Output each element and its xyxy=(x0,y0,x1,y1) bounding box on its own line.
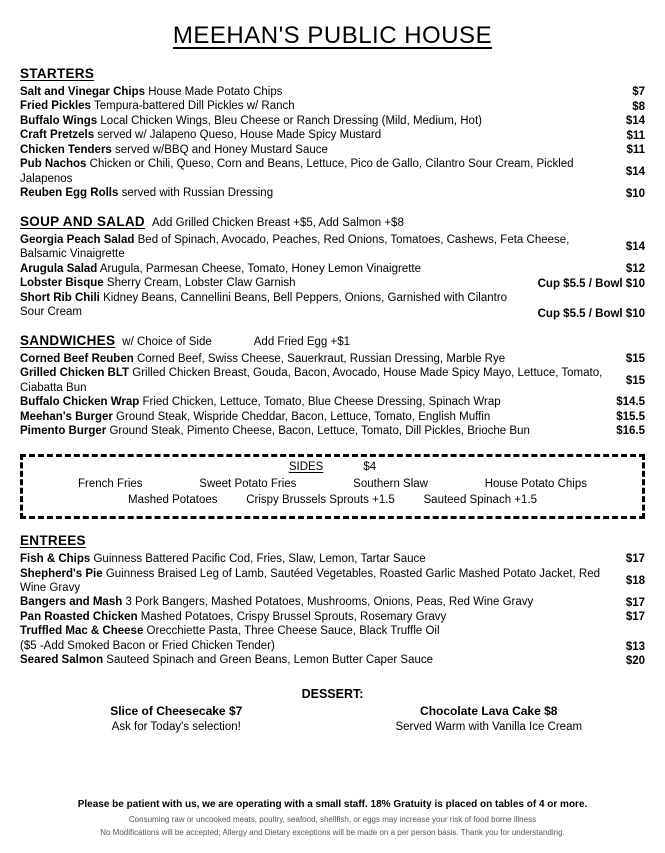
item-desc: Bed of Spinach, Avocado, Peaches, Red Onions, Tomatoes, Cashews, Feta Cheese, Balsamic Vinaigrette xyxy=(20,233,570,261)
footer-notice: Please be patient with us, we are operating with a small staff. 18% Gratuity is placed on tables of 4 or more. xyxy=(77,799,588,811)
menu-item xyxy=(20,395,645,409)
item-text xyxy=(20,157,626,186)
item-price: $8 xyxy=(632,100,645,113)
menu-item xyxy=(20,128,645,142)
item-price: $16.5 xyxy=(616,425,645,438)
menu-item xyxy=(20,624,645,653)
section-sandwiches xyxy=(20,333,645,439)
item-desc: served with Russian Dressing xyxy=(121,187,274,200)
menu-item xyxy=(20,99,645,113)
dessert-item xyxy=(333,704,646,735)
item-desc: Grilled Chicken Breast, Gouda, Bacon, Avocado, House Made Spicy Mayo, Lettuce, Tomato, Ciabatta Bun xyxy=(20,367,603,394)
item-price: $14 xyxy=(625,241,645,254)
item-price: $13 xyxy=(625,641,645,654)
menu-item xyxy=(20,352,645,366)
item-desc: Ground Steak, Wispride Cheddar, Bacon, Lettuce, Tomato, English Muffin xyxy=(116,410,491,423)
item-text xyxy=(20,186,626,200)
heading-text: ENTREES xyxy=(20,533,86,549)
item-name: Pub Nachos xyxy=(20,158,87,171)
item-name: Shepherd's Pie xyxy=(20,567,103,580)
menu-item xyxy=(20,157,645,186)
dessert-name: Slice of Cheesecake $7 xyxy=(110,703,243,718)
item-name: Corned Beef Reuben xyxy=(20,352,134,365)
item-desc: Guinness Braised Leg of Lamb, Sautéed Vegetables, Roasted Garlic Mashed Potato Jacket, Red Wine Gravy xyxy=(20,567,600,594)
sandwiches-heading xyxy=(20,333,645,348)
side-item: Crispy Brussels Sprouts +1.5 xyxy=(246,494,395,507)
item-desc: Chicken or Chili, Queso, Corn and Beans, Lettuce, Pico de Gallo, Cilantro Sour Cream, Pickled Jalapenos xyxy=(20,158,574,185)
item-price: $20 xyxy=(625,654,645,667)
item-desc: House Made Potato Chips xyxy=(148,86,283,98)
item-name: Arugula Salad xyxy=(20,262,98,275)
item-text xyxy=(20,262,626,276)
item-name: Craft Pretzels xyxy=(20,129,95,142)
starters-heading xyxy=(20,66,645,81)
item-text xyxy=(20,366,626,395)
item-text xyxy=(20,567,626,596)
item-desc: Fried Chicken, Lettuce, Tomato, Blue Cheese Dressing, Spinach Wrap xyxy=(142,396,501,409)
item-name: Fried Pickles xyxy=(20,100,91,113)
item-text xyxy=(20,99,632,113)
section-entrees xyxy=(20,533,645,668)
sides-row xyxy=(33,492,632,509)
page-title: MEEHAN'S PUBLIC HOUSE xyxy=(172,22,493,49)
menu-item xyxy=(20,595,645,609)
item-text xyxy=(20,610,626,624)
item-price: $15.5 xyxy=(616,410,645,423)
item-text xyxy=(20,552,626,566)
footer-disclaimer-1: Consuming raw or uncooked meats, poultry, seafood, shellfish, or eggs may increase your risk of food borne illness xyxy=(128,815,537,825)
item-price: $11 xyxy=(626,129,645,142)
item-desc: served w/ Jalapeno Queso, House Made Spicy Mustard xyxy=(97,129,382,142)
heading-note: Add Grilled Chicken Breast +$5, Add Salmon +$8 xyxy=(151,216,404,229)
item-text xyxy=(20,85,632,99)
menu-item xyxy=(20,85,645,99)
item-price: $17 xyxy=(625,553,645,566)
item-text xyxy=(20,595,626,609)
menu-item xyxy=(20,610,645,624)
menu-item xyxy=(20,410,645,424)
item-line xyxy=(20,624,616,638)
soup-and-salad-heading xyxy=(20,214,645,229)
item-text xyxy=(20,424,616,438)
item-text xyxy=(20,114,626,128)
side-item: House Potato Chips xyxy=(484,477,587,490)
item-desc: Corned Beef, Swiss Cheese, Sauerkraut, Russian Dressing, Marble Rye xyxy=(136,352,506,365)
item-name: Meehan's Burger xyxy=(20,410,113,423)
item-desc: Guinness Battered Pacific Cod, Fries, Slaw, Lemon, Tartar Sauce xyxy=(93,553,426,566)
item-price: $14 xyxy=(625,115,645,128)
dessert-name: Chocolate Lava Cake $8 xyxy=(420,703,558,718)
dessert-columns xyxy=(20,704,645,735)
item-name: Chicken Tenders xyxy=(20,143,112,156)
item-name: Fish & Chips xyxy=(20,553,91,566)
item-desc: Tempura-battered Dill Pickles w/ Ranch xyxy=(93,100,295,113)
item-name: Salt and Vinegar Chips xyxy=(20,86,146,98)
item-price: $12 xyxy=(625,263,645,276)
sides-price: $4 xyxy=(363,460,377,473)
menu-item xyxy=(20,567,645,596)
item-name: Georgia Peach Salad xyxy=(20,233,135,246)
sides-header xyxy=(33,461,632,473)
side-item: French Fries xyxy=(78,477,143,490)
item-desc: Sauteed Spinach and Green Beans, Lemon Butter Caper Sauce xyxy=(106,654,433,667)
sides-box xyxy=(20,454,645,519)
item-name: Truffled Mac & Cheese xyxy=(20,625,144,638)
item-text xyxy=(20,352,626,366)
item-name: Short Rib Chili xyxy=(20,291,100,304)
item-price: $11 xyxy=(626,144,645,157)
item-text xyxy=(20,624,626,653)
item-desc: Arugula, Parmesan Cheese, Tomato, Honey Lemon Vinaigrette xyxy=(99,262,422,275)
item-name: Grilled Chicken BLT xyxy=(20,367,130,380)
dessert-desc: Ask for Today's selection! xyxy=(111,720,241,733)
menu-item xyxy=(20,424,645,438)
menu-item xyxy=(20,114,645,128)
side-item: Mashed Potatoes xyxy=(128,494,218,507)
item-desc: Orecchiette Pasta, Three Cheese Sauce, Black Truffle Oil xyxy=(146,625,440,638)
item-name: Buffalo Wings xyxy=(20,114,98,127)
item-price: $10 xyxy=(625,187,645,200)
item-price: $7 xyxy=(632,86,645,99)
item-price: $15 xyxy=(625,374,645,387)
heading-text: SANDWICHES xyxy=(20,332,116,348)
menu-item xyxy=(20,262,645,276)
item-desc: Local Chicken Wings, Bleu Cheese or Ranch Dressing (Mild, Medium, Hot) xyxy=(100,114,482,127)
heading-note: Add Fried Egg +$1 xyxy=(253,335,350,348)
item-name: Lobster Bisque xyxy=(20,277,104,290)
dessert-item xyxy=(20,704,333,735)
item-text xyxy=(20,276,538,290)
section-starters xyxy=(20,66,645,201)
sides-row xyxy=(33,476,632,493)
item-desc: 3 Pork Bangers, Mashed Potatoes, Mushrooms, Onions, Peas, Red Wine Gravy xyxy=(125,596,534,609)
side-item: Southern Slaw xyxy=(353,477,428,490)
menu-item xyxy=(20,186,645,200)
item-desc: Ground Steak, Pimento Cheese, Bacon, Lettuce, Tomato, Dill Pickles, Brioche Bun xyxy=(109,425,530,438)
heading-note: w/ Choice of Side xyxy=(122,335,212,348)
footer-disclaimer-2: No Modifications will be accepted; Allergy and Dietary exceptions will be made on a per person basis. Thank you for understanding. xyxy=(100,827,565,837)
menu-item xyxy=(20,653,645,667)
dessert-section xyxy=(20,687,645,735)
menu-item xyxy=(20,276,645,290)
item-desc: Kidney Beans, Cannellini Beans, Bell Peppers, Onions, Garnished with Cilantro Sour Cream xyxy=(20,291,508,319)
item-name: Seared Salmon xyxy=(20,654,104,667)
item-text xyxy=(20,143,626,157)
item-desc: Mashed Potatoes, Crispy Brussel Sprouts, Rosemary Gravy xyxy=(140,610,447,623)
item-price: $14.5 xyxy=(616,396,645,409)
item-price: $18 xyxy=(625,575,645,587)
entrees-heading xyxy=(20,533,645,548)
item-name: Pan Roasted Chicken xyxy=(20,610,138,623)
item-text xyxy=(20,410,616,424)
item-price: Cup $5.5 / Bowl $10 xyxy=(537,277,645,290)
menu-item xyxy=(20,552,645,566)
sides-heading: SIDES xyxy=(288,460,324,473)
item-text xyxy=(20,128,626,142)
item-text xyxy=(20,653,626,667)
item-price: $14 xyxy=(625,165,645,178)
item-note: ($5 -Add Smoked Bacon or Fried Chicken Tender) xyxy=(20,639,275,652)
item-price: $17 xyxy=(625,611,645,624)
item-name: Buffalo Chicken Wrap xyxy=(20,396,140,409)
item-name: Reuben Egg Rolls xyxy=(20,187,119,200)
item-price: $17 xyxy=(625,596,645,609)
item-price: Cup $5.5 / Bowl $10 xyxy=(537,307,645,320)
heading-text: SOUP AND SALAD xyxy=(20,213,145,229)
item-desc: Sherry Cream, Lobster Claw Garnish xyxy=(106,277,296,290)
footer xyxy=(20,769,645,839)
item-text xyxy=(20,233,626,262)
menu-item xyxy=(20,366,645,395)
side-item: Sweet Potato Fries xyxy=(199,477,297,490)
item-price: $15 xyxy=(625,353,645,366)
item-text xyxy=(20,291,538,320)
item-text xyxy=(20,395,616,409)
menu-item xyxy=(20,291,645,320)
section-soup-and-salad xyxy=(20,214,645,320)
item-name: Bangers and Mash xyxy=(20,596,123,609)
side-item: Sauteed Spinach +1.5 xyxy=(423,494,537,507)
menu-item xyxy=(20,233,645,262)
dessert-heading: DESSERT: xyxy=(301,686,364,701)
item-desc: served w/BBQ and Honey Mustard Sauce xyxy=(115,143,328,156)
heading-text: STARTERS xyxy=(20,66,95,81)
dessert-desc: Served Warm with Vanilla Ice Cream xyxy=(395,720,583,733)
menu-item xyxy=(20,143,645,157)
item-name: Pimento Burger xyxy=(20,425,107,438)
